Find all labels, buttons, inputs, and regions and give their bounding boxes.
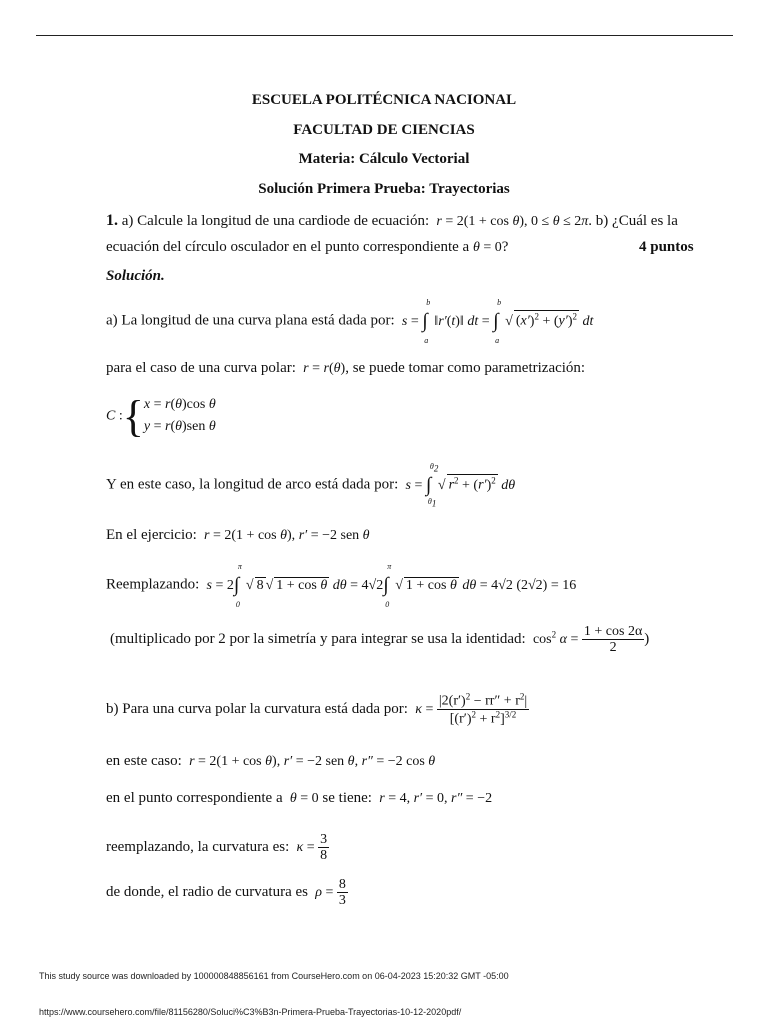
- exercise-intro: En el ejercicio:: [106, 527, 197, 543]
- radius-intro: de donde, el radio de curvatura es: [106, 884, 308, 901]
- cardioid-equation: r = 2(1 + cos θ), 0 ≤ θ ≤ 2π: [432, 214, 589, 229]
- problem-line-1: [106, 212, 678, 230]
- replace-intro: Reemplazando:: [106, 576, 200, 593]
- school-title: ESCUELA POLITÉCNICA NACIONAL: [251, 92, 517, 108]
- subject-title: Materia: Cálculo Vectorial: [298, 151, 470, 167]
- curvature-result-line: [106, 832, 329, 864]
- note-close: ): [644, 631, 650, 648]
- polar-line: [106, 360, 585, 377]
- polar-arc-formula: s = $\theta_2$ ∫ $\theta_1$ √ $r^2 + (r')^2$ dθ: [402, 462, 516, 509]
- radius-line: [106, 877, 348, 909]
- curvature-value: κ = $\frac{3}{8}$: [293, 832, 328, 864]
- problem-text-b: . b) ¿Cuál es la: [588, 213, 678, 229]
- arc-length-formula: s = b ∫ a ‖r′(t)‖ dt = b ∫ a √ $(x')^2 + (y')^2$ dt: [398, 298, 594, 345]
- polar-equation: r = r(θ): [299, 361, 346, 376]
- parametrization-system: C :{ x = r(θ)cos θ y = r(θ)sen θ: [106, 391, 216, 441]
- solution-heading: Solución.: [106, 268, 165, 284]
- arc-length-intro: a) La longitud de una curva plana está dada por:: [106, 312, 395, 329]
- note-open: (multiplicado por 2 por la simetría y para integrar se usa la identidad:: [110, 631, 526, 648]
- points-label: 4 puntos: [639, 239, 694, 255]
- source-url[interactable]: https://www.coursehero.com/file/81156280/Soluci%C3%B3n-Primera-Prueba-Trayectorias-10-12-2020pdf/: [39, 1007, 462, 1017]
- exam-title: Solución Primera Prueba: Trayectorias: [258, 181, 510, 197]
- point-line: [106, 790, 492, 807]
- point-values: r = 4, r′ = 0, r″ = −2: [375, 791, 493, 806]
- this-case-line: [106, 753, 435, 770]
- arc-length-line: [106, 298, 594, 345]
- faculty-title: FACULTAD DE CIENCIAS: [293, 122, 475, 138]
- download-notice: This study source was downloaded by 100000848856161 from CourseHero.com on 06-04-2023 15:20:32 GMT -05:00: [39, 971, 509, 981]
- curvature-result-intro: reemplazando, la curvatura es:: [106, 839, 290, 856]
- curvature-formula: κ = $\frac{|2(r')^2 - rr'' + r^2|}{[(r')^2 + r^2]^{3/2}}$: [411, 691, 528, 727]
- problem-number: 1.: [106, 212, 118, 229]
- exercise-equations: r = 2(1 + cos θ), r′ = −2 sen θ: [200, 528, 370, 543]
- polar-intro: para el caso de una curva polar:: [106, 360, 296, 376]
- curvature-intro: b) Para una curva polar la curvatura está dada por:: [106, 700, 408, 717]
- polar-arc-line: [106, 462, 516, 509]
- exercise-line: [106, 527, 370, 544]
- theta-zero: θ = 0: [472, 240, 502, 255]
- derivatives: r = 2(1 + cos θ), r′ = −2 sen θ, r″ = −2 cos θ: [185, 754, 436, 769]
- problem-line-2-text: ecuación del círculo osculador en el punto correspondiente a: [106, 239, 470, 255]
- cos-identity: $\cos^2 \alpha$ = $\frac{1 + \cos 2\alpha}{2}$: [532, 624, 643, 656]
- length-result: s = 2 π ∫ 0 √ 8 √ 1 + cos θ dθ = 4√2 π ∫ 0 √ 1 + cos θ dθ = 4√2 (2√2) = 16: [203, 562, 577, 609]
- this-case-intro: en este caso:: [106, 753, 182, 769]
- arc-intro: Y en este caso, la longitud de arco está dada por:: [106, 476, 399, 493]
- curvature-line: [106, 692, 529, 727]
- replace-line: [106, 562, 577, 609]
- point-theta: θ = 0: [286, 791, 319, 806]
- problem-text-a: a) Calcule la longitud de una cardiode de ecuación:: [121, 213, 430, 229]
- point-tail: se tiene:: [322, 790, 372, 806]
- polar-tail: , se puede tomar como parametrización:: [345, 360, 586, 376]
- identity-note: [110, 624, 649, 656]
- point-intro: en el punto correspondiente a: [106, 790, 283, 806]
- radius-value: ρ = $\frac{8}{3}$: [311, 877, 346, 909]
- problem-line-2: ecuación del círculo osculador en el punto correspondiente a θ = 0?: [106, 239, 509, 255]
